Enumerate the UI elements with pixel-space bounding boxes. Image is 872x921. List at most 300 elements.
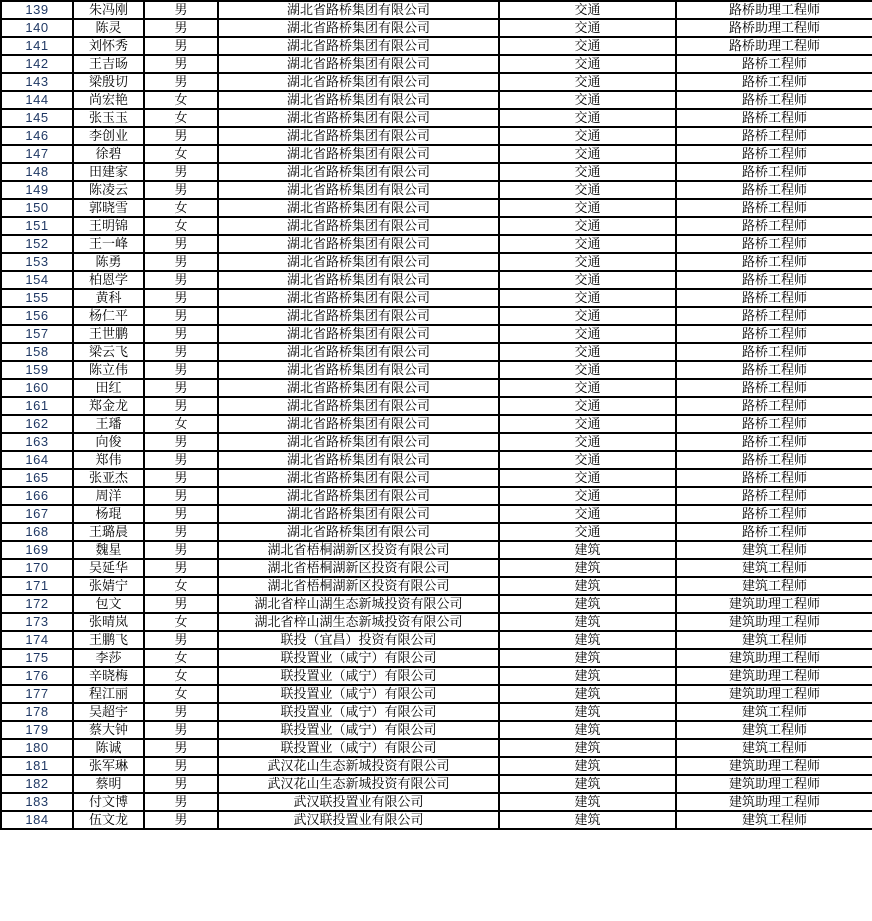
cell-profession-category: 建筑	[499, 775, 676, 793]
table-row	[1, 703, 872, 721]
cell-company-name: 联投置业（咸宁）有限公司	[218, 685, 499, 703]
cell-company-name: 湖北省梓山湖生态新城投资有限公司	[218, 595, 499, 613]
table-row	[1, 271, 872, 289]
cell-row-number: 169	[1, 541, 73, 559]
cell-gender: 女	[144, 145, 218, 163]
cell-profession-category: 建筑	[499, 793, 676, 811]
cell-person-name: 蔡明	[73, 775, 144, 793]
cell-company-name: 湖北省梓山湖生态新城投资有限公司	[218, 613, 499, 631]
cell-row-number: 163	[1, 433, 73, 451]
cell-gender: 男	[144, 775, 218, 793]
cell-profession-category: 交通	[499, 379, 676, 397]
cell-professional-title: 建筑工程师	[676, 811, 872, 829]
cell-profession-category: 交通	[499, 37, 676, 55]
table-row	[1, 505, 872, 523]
cell-professional-title: 建筑助理工程师	[676, 649, 872, 667]
cell-row-number: 167	[1, 505, 73, 523]
cell-gender: 男	[144, 253, 218, 271]
cell-professional-title: 路桥工程师	[676, 325, 872, 343]
cell-company-name: 湖北省路桥集团有限公司	[218, 343, 499, 361]
cell-gender: 男	[144, 55, 218, 73]
cell-person-name: 陈勇	[73, 253, 144, 271]
cell-row-number: 147	[1, 145, 73, 163]
cell-gender: 男	[144, 757, 218, 775]
cell-person-name: 王明锦	[73, 217, 144, 235]
cell-gender: 男	[144, 307, 218, 325]
cell-person-name: 张晴岚	[73, 613, 144, 631]
cell-profession-category: 交通	[499, 55, 676, 73]
cell-row-number: 165	[1, 469, 73, 487]
cell-professional-title: 建筑助理工程师	[676, 685, 872, 703]
cell-profession-category: 交通	[499, 235, 676, 253]
cell-row-number: 155	[1, 289, 73, 307]
cell-gender: 男	[144, 541, 218, 559]
cell-company-name: 湖北省路桥集团有限公司	[218, 289, 499, 307]
cell-profession-category: 建筑	[499, 721, 676, 739]
cell-gender: 男	[144, 451, 218, 469]
cell-professional-title: 建筑工程师	[676, 577, 872, 595]
table-row	[1, 253, 872, 271]
cell-profession-category: 交通	[499, 217, 676, 235]
cell-company-name: 湖北省路桥集团有限公司	[218, 307, 499, 325]
cell-row-number: 146	[1, 127, 73, 145]
cell-row-number: 161	[1, 397, 73, 415]
cell-profession-category: 建筑	[499, 703, 676, 721]
cell-row-number: 160	[1, 379, 73, 397]
cell-professional-title: 路桥工程师	[676, 469, 872, 487]
cell-profession-category: 交通	[499, 487, 676, 505]
cell-row-number: 149	[1, 181, 73, 199]
cell-person-name: 黄科	[73, 289, 144, 307]
cell-person-name: 付文博	[73, 793, 144, 811]
cell-professional-title: 路桥工程师	[676, 253, 872, 271]
cell-company-name: 湖北省路桥集团有限公司	[218, 1, 499, 19]
cell-profession-category: 交通	[499, 307, 676, 325]
cell-gender: 女	[144, 109, 218, 127]
cell-person-name: 张军琳	[73, 757, 144, 775]
cell-professional-title: 路桥工程师	[676, 343, 872, 361]
cell-person-name: 杨仁平	[73, 307, 144, 325]
cell-gender: 男	[144, 559, 218, 577]
table-row	[1, 127, 872, 145]
cell-company-name: 联投置业（咸宁）有限公司	[218, 703, 499, 721]
cell-person-name: 朱冯刚	[73, 1, 144, 19]
cell-row-number: 180	[1, 739, 73, 757]
cell-person-name: 徐碧	[73, 145, 144, 163]
cell-person-name: 王吉旸	[73, 55, 144, 73]
cell-person-name: 田建家	[73, 163, 144, 181]
cell-company-name: 湖北省路桥集团有限公司	[218, 145, 499, 163]
table-row	[1, 649, 872, 667]
cell-row-number: 179	[1, 721, 73, 739]
cell-professional-title: 路桥工程师	[676, 91, 872, 109]
cell-profession-category: 建筑	[499, 613, 676, 631]
cell-person-name: 梁殷切	[73, 73, 144, 91]
cell-company-name: 湖北省路桥集团有限公司	[218, 73, 499, 91]
cell-profession-category: 建筑	[499, 739, 676, 757]
cell-gender: 男	[144, 37, 218, 55]
table-row	[1, 613, 872, 631]
cell-row-number: 162	[1, 415, 73, 433]
table-row	[1, 487, 872, 505]
cell-company-name: 湖北省梧桐湖新区投资有限公司	[218, 541, 499, 559]
cell-profession-category: 交通	[499, 1, 676, 19]
cell-row-number: 177	[1, 685, 73, 703]
cell-person-name: 王世鹏	[73, 325, 144, 343]
cell-profession-category: 交通	[499, 361, 676, 379]
cell-professional-title: 建筑工程师	[676, 739, 872, 757]
cell-person-name: 张婧宁	[73, 577, 144, 595]
cell-company-name: 湖北省路桥集团有限公司	[218, 325, 499, 343]
cell-row-number: 152	[1, 235, 73, 253]
cell-professional-title: 建筑助理工程师	[676, 613, 872, 631]
cell-gender: 男	[144, 127, 218, 145]
cell-professional-title: 建筑工程师	[676, 721, 872, 739]
cell-company-name: 联投置业（咸宁）有限公司	[218, 649, 499, 667]
cell-person-name: 李莎	[73, 649, 144, 667]
cell-row-number: 182	[1, 775, 73, 793]
table-row	[1, 793, 872, 811]
cell-profession-category: 交通	[499, 451, 676, 469]
cell-gender: 女	[144, 217, 218, 235]
cell-row-number: 181	[1, 757, 73, 775]
cell-profession-category: 交通	[499, 91, 676, 109]
cell-company-name: 联投置业（咸宁）有限公司	[218, 739, 499, 757]
cell-profession-category: 交通	[499, 325, 676, 343]
cell-company-name: 联投置业（咸宁）有限公司	[218, 667, 499, 685]
cell-person-name: 尚宏艳	[73, 91, 144, 109]
table-row	[1, 523, 872, 541]
cell-person-name: 郑伟	[73, 451, 144, 469]
cell-company-name: 湖北省梧桐湖新区投资有限公司	[218, 559, 499, 577]
cell-gender: 男	[144, 469, 218, 487]
cell-row-number: 139	[1, 1, 73, 19]
cell-company-name: 湖北省路桥集团有限公司	[218, 253, 499, 271]
cell-professional-title: 路桥工程师	[676, 73, 872, 91]
cell-company-name: 湖北省路桥集团有限公司	[218, 433, 499, 451]
table-row	[1, 541, 872, 559]
cell-profession-category: 交通	[499, 505, 676, 523]
cell-professional-title: 路桥工程师	[676, 361, 872, 379]
cell-row-number: 142	[1, 55, 73, 73]
table-row	[1, 451, 872, 469]
cell-company-name: 湖北省路桥集团有限公司	[218, 361, 499, 379]
cell-gender: 男	[144, 271, 218, 289]
cell-person-name: 柏恩学	[73, 271, 144, 289]
cell-professional-title: 建筑助理工程师	[676, 793, 872, 811]
cell-profession-category: 建筑	[499, 757, 676, 775]
cell-profession-category: 建筑	[499, 649, 676, 667]
cell-profession-category: 交通	[499, 127, 676, 145]
cell-profession-category: 建筑	[499, 595, 676, 613]
cell-profession-category: 交通	[499, 19, 676, 37]
cell-profession-category: 建筑	[499, 631, 676, 649]
cell-gender: 女	[144, 577, 218, 595]
cell-company-name: 湖北省路桥集团有限公司	[218, 127, 499, 145]
cell-company-name: 湖北省路桥集团有限公司	[218, 379, 499, 397]
cell-gender: 女	[144, 415, 218, 433]
cell-company-name: 武汉联投置业有限公司	[218, 793, 499, 811]
cell-gender: 男	[144, 379, 218, 397]
cell-profession-category: 交通	[499, 109, 676, 127]
cell-company-name: 湖北省路桥集团有限公司	[218, 19, 499, 37]
cell-professional-title: 路桥工程师	[676, 235, 872, 253]
cell-professional-title: 路桥工程师	[676, 307, 872, 325]
table-row	[1, 631, 872, 649]
cell-professional-title: 路桥工程师	[676, 217, 872, 235]
cell-row-number: 168	[1, 523, 73, 541]
cell-person-name: 伍文龙	[73, 811, 144, 829]
cell-company-name: 湖北省路桥集团有限公司	[218, 109, 499, 127]
cell-person-name: 陈灵	[73, 19, 144, 37]
cell-row-number: 157	[1, 325, 73, 343]
cell-company-name: 联投置业（咸宁）有限公司	[218, 721, 499, 739]
cell-person-name: 周洋	[73, 487, 144, 505]
table-row	[1, 811, 872, 829]
cell-gender: 女	[144, 91, 218, 109]
cell-company-name: 湖北省路桥集团有限公司	[218, 37, 499, 55]
cell-row-number: 148	[1, 163, 73, 181]
cell-company-name: 湖北省路桥集团有限公司	[218, 235, 499, 253]
table-row	[1, 577, 872, 595]
cell-professional-title: 路桥工程师	[676, 397, 872, 415]
cell-row-number: 143	[1, 73, 73, 91]
cell-professional-title: 路桥工程师	[676, 487, 872, 505]
cell-profession-category: 建筑	[499, 541, 676, 559]
cell-company-name: 湖北省路桥集团有限公司	[218, 199, 499, 217]
cell-profession-category: 交通	[499, 343, 676, 361]
table-row	[1, 397, 872, 415]
cell-gender: 男	[144, 739, 218, 757]
cell-company-name: 武汉花山生态新城投资有限公司	[218, 757, 499, 775]
cell-professional-title: 路桥工程师	[676, 271, 872, 289]
cell-gender: 男	[144, 721, 218, 739]
cell-person-name: 包文	[73, 595, 144, 613]
cell-company-name: 武汉花山生态新城投资有限公司	[218, 775, 499, 793]
cell-professional-title: 路桥工程师	[676, 181, 872, 199]
cell-person-name: 程江丽	[73, 685, 144, 703]
cell-gender: 男	[144, 289, 218, 307]
cell-person-name: 杨琨	[73, 505, 144, 523]
cell-profession-category: 交通	[499, 145, 676, 163]
table-row	[1, 469, 872, 487]
cell-person-name: 郑金龙	[73, 397, 144, 415]
table-body	[1, 1, 872, 829]
cell-profession-category: 建筑	[499, 559, 676, 577]
cell-row-number: 183	[1, 793, 73, 811]
cell-row-number: 164	[1, 451, 73, 469]
cell-row-number: 172	[1, 595, 73, 613]
cell-company-name: 湖北省路桥集团有限公司	[218, 523, 499, 541]
cell-gender: 男	[144, 325, 218, 343]
cell-company-name: 湖北省路桥集团有限公司	[218, 55, 499, 73]
cell-row-number: 145	[1, 109, 73, 127]
table-row	[1, 55, 872, 73]
cell-row-number: 170	[1, 559, 73, 577]
cell-person-name: 郭晓雪	[73, 199, 144, 217]
cell-person-name: 刘怀秀	[73, 37, 144, 55]
table-row	[1, 721, 872, 739]
cell-gender: 男	[144, 1, 218, 19]
cell-company-name: 湖北省路桥集团有限公司	[218, 451, 499, 469]
cell-company-name: 湖北省路桥集团有限公司	[218, 505, 499, 523]
table-row	[1, 73, 872, 91]
cell-professional-title: 建筑助理工程师	[676, 757, 872, 775]
cell-gender: 女	[144, 685, 218, 703]
cell-profession-category: 交通	[499, 523, 676, 541]
cell-row-number: 171	[1, 577, 73, 595]
cell-person-name: 吴延华	[73, 559, 144, 577]
cell-professional-title: 建筑助理工程师	[676, 595, 872, 613]
table-row	[1, 379, 872, 397]
cell-gender: 男	[144, 793, 218, 811]
cell-profession-category: 交通	[499, 397, 676, 415]
cell-company-name: 湖北省路桥集团有限公司	[218, 415, 499, 433]
cell-row-number: 174	[1, 631, 73, 649]
cell-profession-category: 建筑	[499, 577, 676, 595]
cell-company-name: 湖北省路桥集团有限公司	[218, 163, 499, 181]
table-row	[1, 775, 872, 793]
table-row	[1, 181, 872, 199]
cell-row-number: 140	[1, 19, 73, 37]
cell-gender: 女	[144, 649, 218, 667]
cell-professional-title: 路桥工程师	[676, 523, 872, 541]
cell-gender: 女	[144, 199, 218, 217]
table-row	[1, 325, 872, 343]
cell-professional-title: 建筑工程师	[676, 703, 872, 721]
cell-person-name: 陈凌云	[73, 181, 144, 199]
cell-company-name: 武汉联投置业有限公司	[218, 811, 499, 829]
cell-professional-title: 路桥工程师	[676, 109, 872, 127]
table-row	[1, 289, 872, 307]
cell-person-name: 田红	[73, 379, 144, 397]
cell-person-name: 陈立伟	[73, 361, 144, 379]
cell-professional-title: 路桥工程师	[676, 163, 872, 181]
table-row	[1, 307, 872, 325]
cell-gender: 男	[144, 631, 218, 649]
cell-company-name: 湖北省路桥集团有限公司	[218, 469, 499, 487]
cell-person-name: 梁云飞	[73, 343, 144, 361]
cell-gender: 男	[144, 487, 218, 505]
cell-company-name: 湖北省梧桐湖新区投资有限公司	[218, 577, 499, 595]
cell-gender: 男	[144, 73, 218, 91]
table-row	[1, 685, 872, 703]
table-row	[1, 343, 872, 361]
cell-profession-category: 交通	[499, 199, 676, 217]
cell-row-number: 176	[1, 667, 73, 685]
table-row	[1, 415, 872, 433]
cell-profession-category: 交通	[499, 469, 676, 487]
table-row	[1, 433, 872, 451]
cell-professional-title: 建筑助理工程师	[676, 775, 872, 793]
table-row	[1, 163, 872, 181]
cell-company-name: 联投（宜昌）投资有限公司	[218, 631, 499, 649]
cell-gender: 男	[144, 19, 218, 37]
cell-professional-title: 路桥工程师	[676, 415, 872, 433]
cell-company-name: 湖北省路桥集团有限公司	[218, 487, 499, 505]
cell-gender: 男	[144, 397, 218, 415]
cell-company-name: 湖北省路桥集团有限公司	[218, 271, 499, 289]
table-row	[1, 739, 872, 757]
cell-person-name: 王鹏飞	[73, 631, 144, 649]
cell-person-name: 向俊	[73, 433, 144, 451]
cell-person-name: 吴超宇	[73, 703, 144, 721]
table-row	[1, 757, 872, 775]
cell-gender: 男	[144, 343, 218, 361]
cell-gender: 男	[144, 703, 218, 721]
cell-professional-title: 建筑工程师	[676, 541, 872, 559]
cell-professional-title: 路桥工程师	[676, 379, 872, 397]
cell-profession-category: 交通	[499, 73, 676, 91]
cell-row-number: 154	[1, 271, 73, 289]
table-row	[1, 145, 872, 163]
cell-profession-category: 交通	[499, 415, 676, 433]
cell-gender: 男	[144, 235, 218, 253]
cell-row-number: 153	[1, 253, 73, 271]
cell-profession-category: 交通	[499, 289, 676, 307]
cell-gender: 女	[144, 613, 218, 631]
table-row	[1, 217, 872, 235]
cell-professional-title: 路桥工程师	[676, 145, 872, 163]
cell-company-name: 湖北省路桥集团有限公司	[218, 217, 499, 235]
table-row	[1, 361, 872, 379]
cell-professional-title: 路桥工程师	[676, 127, 872, 145]
cell-profession-category: 交通	[499, 253, 676, 271]
cell-profession-category: 建筑	[499, 667, 676, 685]
cell-person-name: 魏星	[73, 541, 144, 559]
cell-professional-title: 路桥工程师	[676, 433, 872, 451]
cell-row-number: 151	[1, 217, 73, 235]
table-row	[1, 199, 872, 217]
cell-professional-title: 路桥工程师	[676, 55, 872, 73]
cell-profession-category: 交通	[499, 163, 676, 181]
cell-person-name: 李创业	[73, 127, 144, 145]
table-row	[1, 235, 872, 253]
cell-profession-category: 交通	[499, 271, 676, 289]
cell-person-name: 王一峰	[73, 235, 144, 253]
cell-person-name: 王璠	[73, 415, 144, 433]
cell-person-name: 蔡大钟	[73, 721, 144, 739]
cell-gender: 女	[144, 667, 218, 685]
cell-professional-title: 路桥助理工程师	[676, 1, 872, 19]
cell-row-number: 173	[1, 613, 73, 631]
cell-professional-title: 路桥工程师	[676, 289, 872, 307]
cell-person-name: 王璐晨	[73, 523, 144, 541]
table-row	[1, 667, 872, 685]
cell-professional-title: 路桥工程师	[676, 199, 872, 217]
cell-professional-title: 建筑工程师	[676, 631, 872, 649]
cell-row-number: 141	[1, 37, 73, 55]
cell-row-number: 184	[1, 811, 73, 829]
table-row	[1, 595, 872, 613]
table-row	[1, 37, 872, 55]
cell-row-number: 158	[1, 343, 73, 361]
cell-gender: 男	[144, 523, 218, 541]
cell-professional-title: 建筑工程师	[676, 559, 872, 577]
cell-gender: 男	[144, 181, 218, 199]
cell-gender: 男	[144, 595, 218, 613]
cell-row-number: 178	[1, 703, 73, 721]
cell-professional-title: 路桥助理工程师	[676, 37, 872, 55]
cell-professional-title: 路桥助理工程师	[676, 19, 872, 37]
cell-person-name: 张亚杰	[73, 469, 144, 487]
table-row	[1, 91, 872, 109]
cell-gender: 男	[144, 811, 218, 829]
cell-gender: 男	[144, 163, 218, 181]
table-row	[1, 559, 872, 577]
cell-professional-title: 路桥工程师	[676, 451, 872, 469]
cell-row-number: 156	[1, 307, 73, 325]
